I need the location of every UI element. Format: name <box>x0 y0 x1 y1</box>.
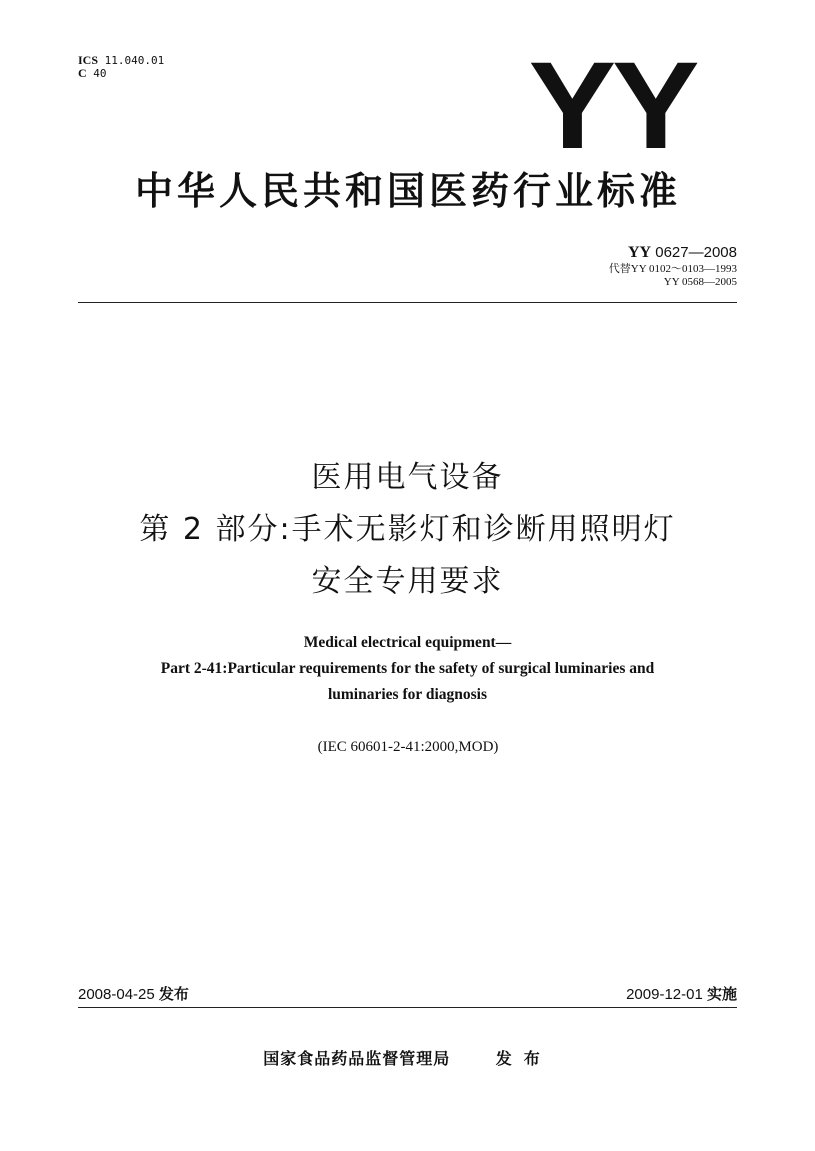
ics-value: 11.040.01 <box>104 54 165 67</box>
header-divider <box>78 302 737 303</box>
chinese-title <box>40 452 775 608</box>
classification-codes <box>78 54 164 80</box>
ics-code <box>78 54 164 67</box>
replaces-line-2: YY 0568—2005 <box>663 276 737 288</box>
english-title-line-2: Part 2-41:Particular requirements for the safety of surgical luminaries and <box>160 660 655 677</box>
replaces-line-1: 代替YY 0102～0103—1993 <box>608 263 737 275</box>
publish-date: 2008-04-25 <box>78 986 155 1003</box>
ccs-code <box>78 67 164 80</box>
industry-standard-title: 中华人民共和国医药行业标准 <box>134 169 681 213</box>
chinese-title-line-2: 第 2 部分:手术无影灯和诊断用照明灯 <box>139 512 676 547</box>
publish-date-line <box>78 985 189 1004</box>
publisher-organization: 国家食品药品监督管理局 <box>263 1049 451 1068</box>
publisher-line <box>78 1048 737 1070</box>
ccs-value: 40 <box>93 67 107 80</box>
standard-number-value: 0627—2008 <box>655 244 737 261</box>
implement-label: 实施 <box>706 985 737 1003</box>
standard-number <box>609 244 737 262</box>
iec-reference: (IEC 60601-2-41:2000,MOD) <box>317 739 499 755</box>
ccs-label: C <box>78 66 87 80</box>
publish-label: 发布 <box>158 985 189 1003</box>
standard-number-block <box>609 244 737 289</box>
footer-divider <box>78 1007 737 1008</box>
chinese-title-line-1: 医用电气设备 <box>311 460 504 495</box>
publisher-action: 发布 <box>495 1049 552 1068</box>
standard-number-prefix: YY <box>627 244 652 261</box>
english-title-line-1: Medical electrical equipment— <box>303 634 512 651</box>
english-title <box>60 630 755 708</box>
implement-date: 2009-12-01 <box>626 986 703 1003</box>
implement-date-line <box>626 985 737 1004</box>
chinese-title-line-3: 安全专用要求 <box>311 564 504 599</box>
english-title-line-3: luminaries for diagnosis <box>327 686 488 703</box>
yy-logo: YY <box>528 37 695 175</box>
ics-label: ICS <box>78 53 99 67</box>
